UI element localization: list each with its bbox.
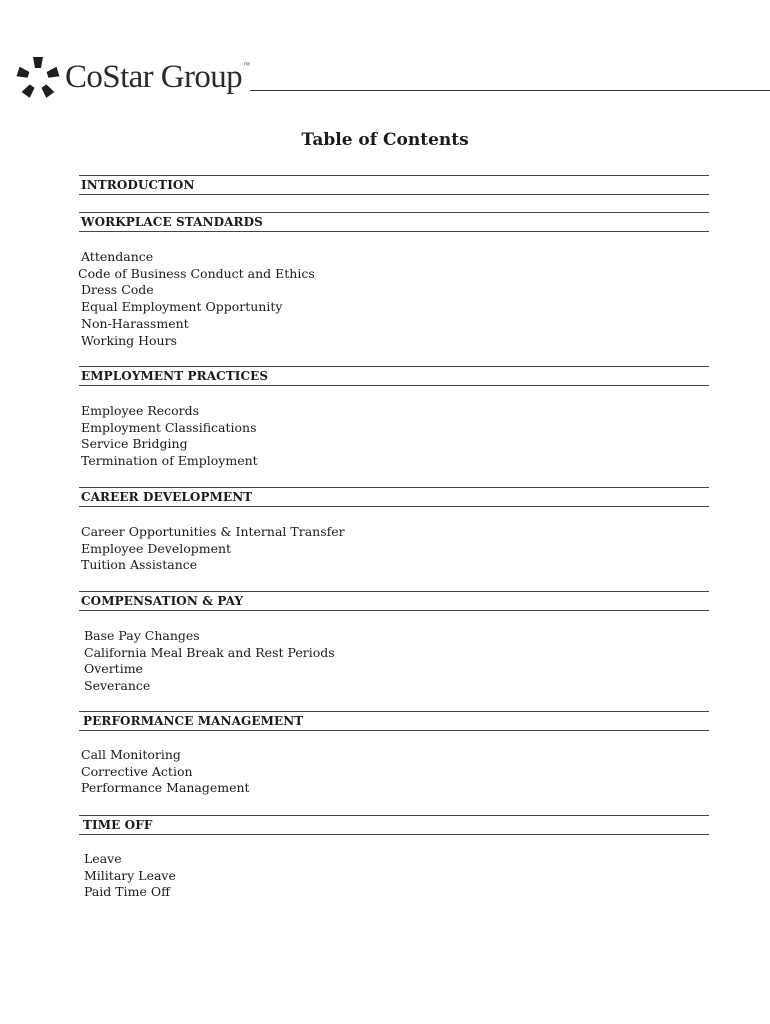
workplace-standards-list — [78, 249, 315, 349]
section-heading: TIME OFF — [83, 818, 153, 832]
performance-management-list — [81, 747, 250, 797]
costar-logo-icon — [16, 56, 60, 100]
list-item: Termination of Employment — [81, 453, 258, 469]
list-item: Code of Business Conduct and Ethics — [78, 265, 315, 281]
employment-practices-list — [81, 403, 258, 470]
brand-name: CoStar Group — [65, 59, 243, 95]
list-item: Leave — [84, 851, 122, 866]
list-item: Corrective Action — [81, 763, 193, 779]
section-introduction — [79, 175, 709, 195]
list-item: Equal Employment Opportunity — [81, 299, 283, 315]
list-item: Employee Records — [81, 403, 200, 418]
list-item: Tuition Assistance — [81, 557, 198, 573]
section-career-development — [79, 487, 709, 507]
section-heading: CAREER DEVELOPMENT — [81, 490, 253, 504]
list-item: Service Bridging — [81, 436, 188, 452]
list-item: Career Opportunities & Internal Transfer — [81, 524, 345, 539]
trademark-symbol: ™ — [243, 61, 250, 69]
section-employment-practices — [79, 366, 709, 386]
section-heading: INTRODUCTION — [81, 178, 195, 192]
list-item: Attendance — [81, 249, 154, 264]
list-item: Base Pay Changes — [84, 628, 200, 643]
section-heading: PERFORMANCE MANAGEMENT — [83, 714, 304, 728]
section-heading: EMPLOYMENT PRACTICES — [81, 369, 269, 383]
list-item: Call Monitoring — [81, 747, 181, 762]
page-title: Table of Contents — [301, 130, 469, 150]
list-item: Performance Management — [81, 780, 250, 796]
compensation-pay-list — [84, 628, 335, 695]
document-header — [16, 52, 770, 102]
section-compensation-pay — [79, 591, 709, 611]
list-item: Overtime — [84, 661, 143, 677]
list-item: Paid Time Off — [84, 884, 170, 900]
list-item: Severance — [84, 678, 151, 694]
header-rule — [250, 90, 770, 91]
list-item: Dress Code — [81, 282, 154, 298]
company-logo-text — [65, 58, 250, 104]
time-off-list — [84, 851, 176, 901]
list-item: Employee Development — [81, 540, 232, 556]
section-heading: COMPENSATION & PAY — [81, 594, 244, 608]
section-workplace-standards — [79, 212, 709, 232]
list-item: Non-Harassment — [81, 315, 189, 331]
list-item: Working Hours — [81, 332, 177, 348]
career-development-list — [81, 524, 345, 574]
section-heading: WORKPLACE STANDARDS — [81, 215, 263, 229]
list-item: Military Leave — [84, 867, 176, 883]
list-item: California Meal Break and Rest Periods — [84, 644, 335, 660]
list-item: Employment Classifications — [81, 419, 257, 435]
section-performance-management — [79, 711, 709, 731]
section-time-off — [79, 815, 709, 835]
